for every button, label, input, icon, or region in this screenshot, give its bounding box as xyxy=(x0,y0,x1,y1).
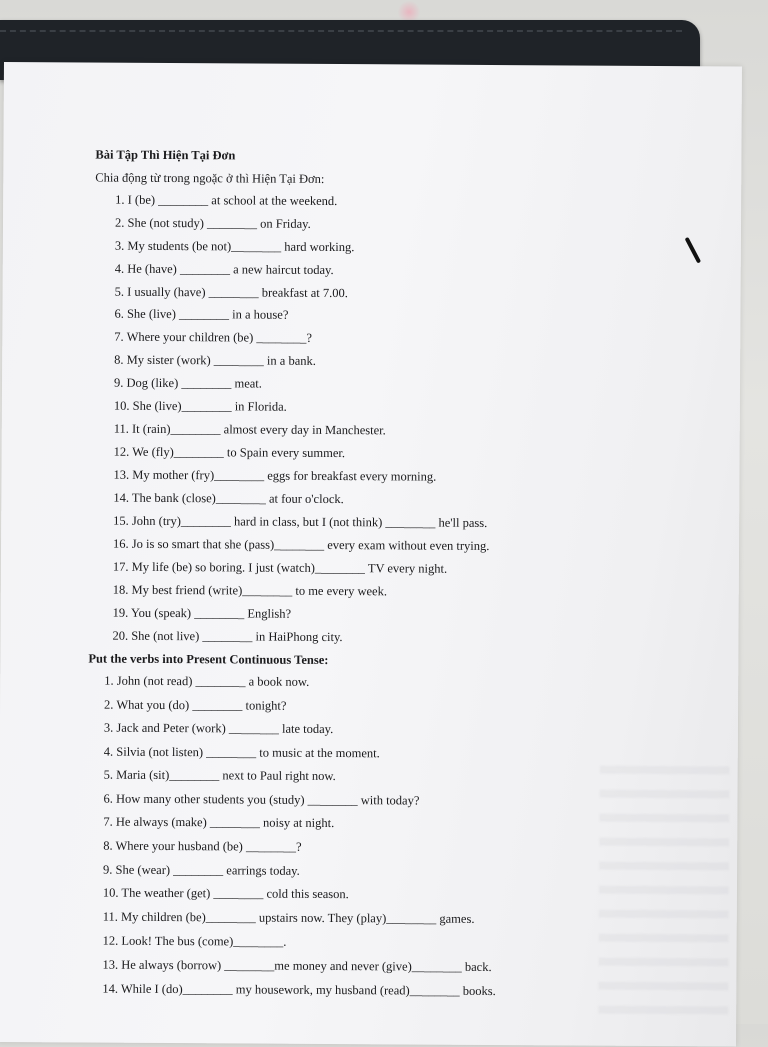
exercise-item: 9. She (wear) ________ earrings today. xyxy=(103,862,300,878)
exercise-item: 3. My students (be not)________ hard working. xyxy=(114,238,355,255)
exercise-item: 19. You (speak) ________ English? xyxy=(112,605,292,621)
section1-instruction: Chia động từ trong ngoặc ở thì Hiện Tại Đơn: xyxy=(95,170,325,186)
exercise-item: 2. What you (do) ________ tonight? xyxy=(104,697,287,713)
exercise-item: 9. Dog (like) ________ meat. xyxy=(114,375,262,391)
exercise-item: 11. It (rain)________ almost every day in Manchester. xyxy=(113,421,386,438)
exercise-item: 6. She (live) ________ in a house? xyxy=(114,306,289,322)
pen-mark xyxy=(685,237,702,264)
section2-title: Put the verbs into Present Continuous Tense: xyxy=(88,651,329,667)
exercise-item: 2. She (not study) ________ on Friday. xyxy=(114,215,311,231)
exercise-item: 12. Look! The bus (come)________. xyxy=(102,933,287,949)
exercise-item: 8. My sister (work) ________ in a bank. xyxy=(114,352,316,368)
exercise-item: 14. The bank (close)________ at four o'clock. xyxy=(113,490,344,507)
exercise-item: 18. My best friend (write)________ to me every week. xyxy=(112,582,388,599)
exercise-item: 1. I (be) ________ at school at the weekend. xyxy=(115,192,338,209)
exercise-item: 5. I usually (have) ________ breakfast at 7.00. xyxy=(114,284,348,301)
exercise-item: 10. The weather (get) ________ cold this season. xyxy=(102,885,349,902)
exercise-item: 3. Jack and Peter (work) ________ late today. xyxy=(103,720,334,737)
exercise-item: 16. Jo is so smart that she (pass)________ every exam without even trying. xyxy=(113,536,490,553)
exercise-item: 6. How many other students you (study) ________ with today? xyxy=(103,791,420,808)
exercise-item: 13. He always (borrow) ________me money and never (give)________ back. xyxy=(102,957,492,974)
exercise-item: 15. John (try)________ hard in class, but I (not think) ________ he'll pass. xyxy=(113,513,488,530)
exercise-item: 17. My life (be) so boring. I just (watch)________ TV every night. xyxy=(112,559,448,576)
exercise-item: 14. While I (do)________ my housework, my husband (read)________ books. xyxy=(102,981,496,999)
show-through-text xyxy=(598,766,730,1017)
exercise-item: 8. Where your husband (be) ________? xyxy=(103,838,302,854)
exercise-item: 10. She (live)________ in Florida. xyxy=(113,398,287,414)
worksheet-paper xyxy=(0,62,742,1046)
exercise-item: 12. We (fly)________ to Spain every summer. xyxy=(113,444,346,461)
exercise-item: 13. My mother (fry)________ eggs for breakfast every morning. xyxy=(113,467,437,484)
exercise-item: 1. John (not read) ________ a book now. xyxy=(104,673,310,689)
exercise-item: 7. Where your children (be) ________? xyxy=(114,329,312,345)
exercise-item: 4. He (have) ________ a new haircut today. xyxy=(114,261,334,278)
folder-stitching xyxy=(0,30,682,32)
exercise-item: 4. Silvia (not listen) ________ to music at the moment. xyxy=(103,744,380,761)
exercise-item: 11. My children (be)________ upstairs now. They (play)________ games. xyxy=(102,909,475,926)
exercise-item: 5. Maria (sit)________ next to Paul right now. xyxy=(103,767,336,784)
exercise-item: 20. She (not live) ________ in HaiPhong city. xyxy=(112,628,343,645)
exercise-item: 7. He always (make) ________ noisy at night. xyxy=(103,814,335,831)
section1-title: Bài Tập Thì Hiện Tại Đơn xyxy=(95,147,236,163)
